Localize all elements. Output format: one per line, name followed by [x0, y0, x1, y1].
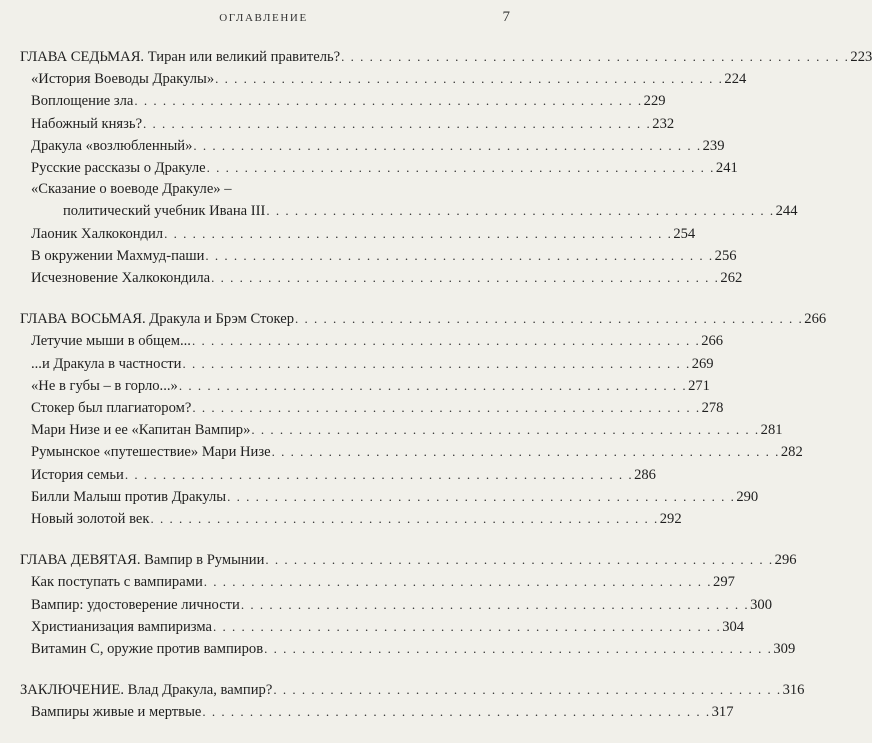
dot-leader: . . . . . . . . . . . . . . . . . . . . . . . . . . . . . . . . . . . . . . . . . . . . . . . . . . . . . .	[193, 137, 702, 153]
toc-page-number: 224	[724, 71, 747, 88]
page-number: 7	[502, 9, 510, 25]
toc-page-number: 244	[775, 203, 798, 220]
toc-entry-title: Летучие мыши в общем...	[31, 333, 191, 350]
toc-chapter-block	[20, 679, 805, 723]
toc-chapter-block	[20, 46, 872, 289]
toc-page-number: 262	[720, 270, 743, 287]
toc-entry-title: Воплощение зла	[31, 93, 134, 110]
toc-page-number: 281	[760, 422, 783, 439]
toc-section-entry[interactable]	[20, 701, 734, 723]
dot-leader: . . . . . . . . . . . . . . . . . . . . . . . . . . . . . . . . . . . . . . . . . . . . . . . . . . . . . .	[273, 682, 782, 698]
toc-page-number: 296	[774, 552, 797, 569]
toc-page-number: 300	[750, 596, 772, 613]
toc-page-number: 304	[722, 618, 745, 635]
dot-leader: . . . . . . . . . . . . . . . . . . . . . . . . . . . . . . . . . . . . . . . . . . . . . . . . . . . . . .	[206, 160, 715, 176]
dot-leader: . . . . . . . . . . . . . . . . . . . . . . . . . . . . . . . . . . . . . . . . . . . . . . . . . . . . . .	[295, 311, 804, 327]
toc-entry-title: «История Воеводы Дракулы»	[31, 71, 215, 88]
toc-entry-title: Вампир: удостоверение личности	[31, 596, 240, 613]
dot-leader: . . . . . . . . . . . . . . . . . . . . . . . . . . . . . . . . . . . . . . . . . . . . . . . . . . . . . .	[266, 203, 775, 219]
toc-page-number: 269	[691, 355, 714, 372]
toc-section-entry[interactable]	[20, 397, 724, 419]
toc-section-entry[interactable]	[20, 441, 803, 463]
toc-section-entry[interactable]	[20, 245, 737, 267]
dot-leader: . . . . . . . . . . . . . . . . . . . . . . . . . . . . . . . . . . . . . . . . . . . . . . . . . . . . . .	[211, 270, 720, 286]
dot-leader: . . . . . . . . . . . . . . . . . . . . . . . . . . . . . . . . . . . . . . . . . . . . . . . . . . . . . .	[178, 377, 688, 393]
toc-page-number: 229	[643, 93, 666, 110]
toc-entry-title: Лаоник Халкокондил	[31, 225, 164, 242]
toc-chapter-entry[interactable]	[20, 308, 827, 330]
dot-leader: . . . . . . . . . . . . . . . . . . . . . . . . . . . . . . . . . . . . . . . . . . . . . . . . . . . . . .	[212, 618, 722, 634]
dot-leader: . . . . . . . . . . . . . . . . . . . . . . . . . . . . . . . . . . . . . . . . . . . . . . . . . . . . . .	[191, 333, 701, 349]
toc-chapter-entry[interactable]	[20, 679, 805, 701]
toc-section-entry[interactable]	[20, 113, 675, 135]
toc-entry-title: Набожный князь?	[31, 115, 143, 132]
toc-page-number: 286	[634, 466, 656, 483]
toc-entry-title: Новый золотой век	[31, 511, 150, 528]
toc-entry-title: История семьи	[31, 466, 124, 483]
toc-page-number: 256	[714, 247, 737, 264]
toc-entry-title: Вампиры живые и мертвые	[31, 704, 202, 721]
dot-leader: . . . . . . . . . . . . . . . . . . . . . . . . . . . . . . . . . . . . . . . . . . . . . . . . . . . . . .	[150, 511, 659, 527]
toc-entry-title: ...и Дракула в частности	[31, 355, 182, 372]
toc-entry-title: Русские рассказы о Дракуле	[31, 160, 206, 177]
dot-leader: . . . . . . . . . . . . . . . . . . . . . . . . . . . . . . . . . . . . . . . . . . . . . . . . . . . . . .	[205, 247, 714, 263]
toc-page-number: 223	[850, 49, 872, 65]
toc-chapter-entry[interactable]	[20, 46, 872, 68]
table-of-contents	[20, 46, 872, 743]
toc-entry-title: ГЛАВА ВОСЬМАЯ. Дракула и Брэм Стокер	[20, 311, 295, 328]
toc-entry-title: «Сказание о воеводе Дракуле» –	[31, 181, 232, 198]
dot-leader: . . . . . . . . . . . . . . . . . . . . . . . . . . . . . . . . . . . . . . . . . . . . . . . . . . . . . .	[265, 552, 774, 568]
toc-section-entry[interactable]	[20, 486, 759, 508]
running-header-title: ОГЛАВЛЕНИЕ	[219, 12, 308, 24]
toc-page-number: 239	[702, 137, 725, 154]
toc-section-entry[interactable]	[20, 223, 696, 245]
toc-section-entry[interactable]	[20, 594, 772, 616]
toc-entry-title: Мари Низе и ее «Капитан Вампир»	[31, 422, 251, 439]
dot-leader: . . . . . . . . . . . . . . . . . . . . . . . . . . . . . . . . . . . . . . . . . . . . . . . . . . . . . .	[124, 466, 634, 482]
toc-entry-title: ЗАКЛЮЧЕНИЕ. Влад Дракула, вампир?	[20, 682, 273, 699]
dot-leader: . . . . . . . . . . . . . . . . . . . . . . . . . . . . . . . . . . . . . . . . . . . . . . . . . . . . . .	[143, 115, 652, 131]
toc-page-number: 241	[715, 160, 738, 177]
toc-entry-title: Христианизация вампиризма	[31, 618, 212, 635]
toc-entry-title: Стокер был плагиатором?	[31, 400, 192, 417]
toc-section-entry[interactable]	[20, 419, 783, 441]
toc-section-entry[interactable]	[20, 375, 710, 397]
toc-chapter-block	[20, 549, 797, 660]
toc-page-number: 290	[736, 488, 759, 505]
toc-section-entry[interactable]	[20, 68, 747, 90]
toc-entry-first-line	[20, 179, 507, 200]
running-header	[0, 9, 527, 31]
dot-leader: . . . . . . . . . . . . . . . . . . . . . . . . . . . . . . . . . . . . . . . . . . . . . . . . . . . . . .	[182, 355, 691, 371]
toc-section-entry[interactable]	[20, 90, 666, 112]
toc-section-entry[interactable]	[20, 157, 738, 179]
toc-section-entry[interactable]	[20, 571, 735, 593]
toc-entry-title: Дракула «возлюбленный»	[31, 137, 193, 154]
toc-page-number: 317	[711, 704, 734, 721]
toc-page-number: 271	[688, 377, 710, 394]
dot-leader: . . . . . . . . . . . . . . . . . . . . . . . . . . . . . . . . . . . . . . . . . . . . . . . . . . . . . .	[203, 574, 713, 590]
dot-leader: . . . . . . . . . . . . . . . . . . . . . . . . . . . . . . . . . . . . . . . . . . . . . . . . . . . . . .	[164, 225, 673, 241]
toc-entry-title-continuation: политический учебник Ивана III	[63, 203, 266, 220]
toc-page-number: 266	[701, 333, 724, 350]
toc-page-number: 316	[782, 682, 805, 699]
toc-page-number: 278	[701, 400, 724, 417]
toc-entry-title: ГЛАВА СЕДЬМАЯ. Тиран или великий правитель?	[20, 49, 341, 65]
toc-page-number: 292	[659, 511, 682, 528]
toc-entry-title: Исчезновение Халкокондила	[31, 270, 211, 287]
toc-page-number: 282	[780, 444, 803, 461]
dot-leader: . . . . . . . . . . . . . . . . . . . . . . . . . . . . . . . . . . . . . . . . . . . . . . . . . . . . . .	[271, 444, 780, 460]
toc-page-number: 254	[673, 225, 696, 242]
toc-entry-title: В окружении Махмуд-паши	[31, 247, 205, 264]
toc-entry-title: Билли Малыш против Дракулы	[31, 488, 227, 505]
toc-section-entry[interactable]	[20, 508, 682, 530]
toc-page-number: 309	[773, 641, 796, 658]
dot-leader: . . . . . . . . . . . . . . . . . . . . . . . . . . . . . . . . . . . . . . . . . . . . . . . . . . . . . .	[202, 704, 711, 720]
toc-entry-title: Румынское «путешествие» Мари Низе	[31, 444, 271, 461]
dot-leader: . . . . . . . . . . . . . . . . . . . . . . . . . . . . . . . . . . . . . . . . . . . . . . . . . . . . . .	[215, 71, 724, 87]
toc-page-number: 232	[652, 115, 675, 132]
toc-section-entry[interactable]	[20, 353, 714, 375]
toc-section-entry[interactable]	[20, 330, 724, 352]
toc-chapter-entry[interactable]	[20, 549, 797, 571]
toc-chapter-block	[20, 308, 827, 530]
toc-entry-title: «Не в губы – в горло...»	[31, 377, 178, 394]
dot-leader: . . . . . . . . . . . . . . . . . . . . . . . . . . . . . . . . . . . . . . . . . . . . . . . . . . . . . .	[264, 641, 773, 657]
dot-leader: . . . . . . . . . . . . . . . . . . . . . . . . . . . . . . . . . . . . . . . . . . . . . . . . . . . . . .	[134, 93, 643, 109]
dot-leader: . . . . . . . . . . . . . . . . . . . . . . . . . . . . . . . . . . . . . . . . . . . . . . . . . . . . . .	[341, 49, 850, 64]
toc-section-entry[interactable]	[20, 135, 725, 157]
dot-leader: . . . . . . . . . . . . . . . . . . . . . . . . . . . . . . . . . . . . . . . . . . . . . . . . . . . . . .	[192, 400, 701, 416]
toc-entry-title: ГЛАВА ДЕВЯТАЯ. Вампир в Румынии	[20, 552, 265, 569]
toc-section-entry[interactable]	[20, 616, 745, 638]
toc-section-entry[interactable]	[20, 638, 796, 660]
dot-leader: . . . . . . . . . . . . . . . . . . . . . . . . . . . . . . . . . . . . . . . . . . . . . . . . . . . . . .	[251, 422, 760, 438]
toc-entry-title: Витамин С, оружие против вампиров	[31, 641, 264, 658]
dot-leader: . . . . . . . . . . . . . . . . . . . . . . . . . . . . . . . . . . . . . . . . . . . . . . . . . . . . . .	[240, 596, 750, 612]
toc-page-number: 266	[804, 311, 827, 328]
toc-section-entry[interactable]	[20, 200, 798, 222]
toc-entry-title: Как поступать с вампирами	[31, 574, 203, 591]
toc-section-entry[interactable]	[20, 267, 743, 289]
toc-page-number: 297	[713, 574, 735, 591]
toc-section-entry[interactable]	[20, 464, 656, 486]
dot-leader: . . . . . . . . . . . . . . . . . . . . . . . . . . . . . . . . . . . . . . . . . . . . . . . . . . . . . .	[227, 488, 736, 504]
